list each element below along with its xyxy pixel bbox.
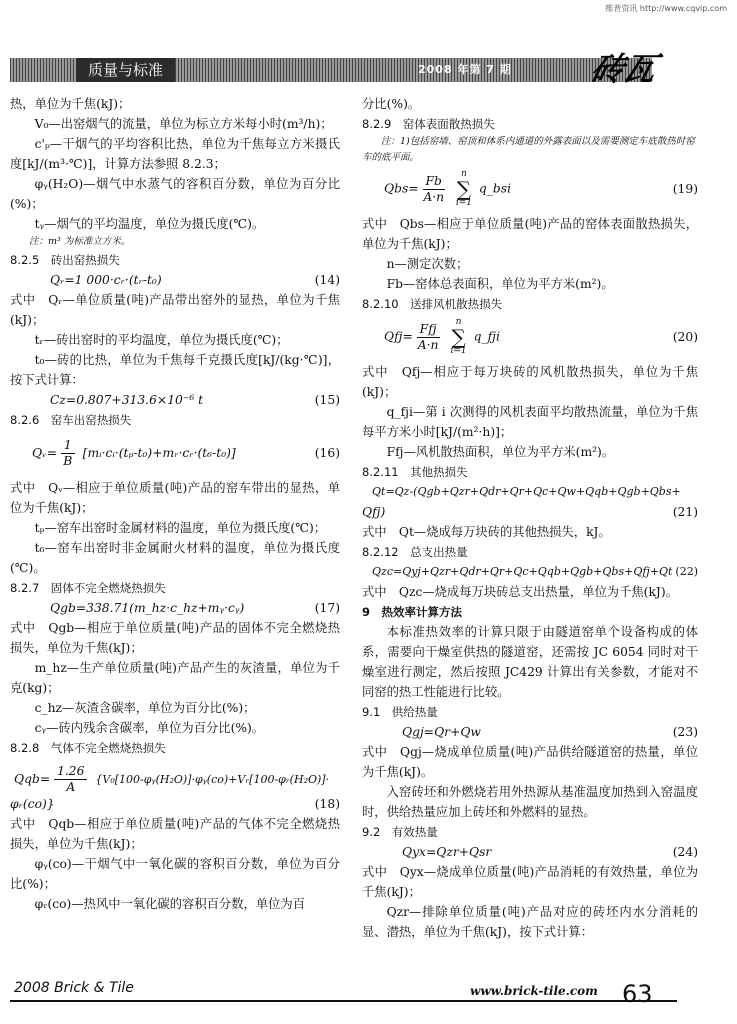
equation-22: [372, 562, 698, 582]
text-line: cᵧ—砖内残余含碳率，单位为百分比(%)。: [34, 721, 265, 735]
numerator: Fb: [423, 174, 445, 190]
text-line: n—测定次数；: [386, 257, 469, 271]
equation-18-cont: [10, 794, 340, 814]
numerator: 1.26: [54, 764, 87, 780]
sum-lower: i=1: [450, 346, 467, 356]
text-line: Ffj—风机散热面积，单位为平方米(m²)。: [386, 445, 615, 459]
equation-17: [50, 598, 340, 618]
equation-body: {V₀[100-φᵧ(H₂O)]·φᵧ(co)+Vᵣ[100-φᵣ(H₂O)]·: [95, 772, 330, 786]
text-line: 式中 Qgj—烧成单位质量(吨)产品供给隧道窑的热量，单位为千焦(kJ)。: [362, 745, 698, 779]
section-heading: 8.2.10 送排风机散热损失: [362, 297, 503, 311]
equation-number: (24): [672, 845, 698, 859]
equation-number: (14): [314, 273, 340, 287]
sum-upper: n: [461, 169, 467, 179]
equation-number: (18): [314, 797, 340, 811]
watermark: 维普资讯 http://www.cqvip.com: [605, 4, 727, 13]
page-number: 63: [622, 980, 653, 1008]
note: 注：m³ 为标准立方米。: [29, 236, 131, 247]
text-line: 式中 Qgb—相应于单位质量(吨)产品的固体不完全燃烧热损失，单位为千焦(kJ)；: [10, 621, 340, 655]
equation-body: Qgj=Qr+Qw: [402, 725, 481, 739]
paragraph: 入窑砖坯和外燃烧若用外热源从基准温度加热到入窑温度时，供给热量应加上砖坯和外燃料的显热。: [362, 785, 698, 819]
equation-number: (23): [672, 725, 698, 739]
fraction: [417, 322, 440, 353]
fraction: [54, 764, 87, 795]
right-column: [362, 94, 698, 942]
text-line: 式中 Qᵣ—单位质量(吨)产品带出窑外的显热，单位为千焦(kJ)；: [10, 293, 340, 327]
equation-lhs: Qᵥ=: [32, 445, 57, 460]
denominator: B: [63, 453, 73, 468]
header-band: [10, 58, 652, 82]
footer-rule: [10, 1000, 677, 1002]
sum-sign: n ∑ i=1: [455, 169, 472, 208]
text-line: 式中 Qyx—烧成单位质量(吨)产品消耗的有效热量，单位为千焦(kJ)；: [362, 865, 698, 899]
equation-body: q_fji: [473, 329, 500, 344]
text-line: t₆—窑车出窑时非金属耐火材料的温度，单位为摄氏度(℃)。: [10, 541, 340, 575]
text-line: V₀—出窑烟气的流量，单位为标立方米每小时(m³/h)；: [34, 117, 333, 131]
text-line: 式中 Qzc—烧成每万块砖总支出热量，单位为千焦(kJ)。: [362, 585, 678, 599]
equation-body: Qfj): [362, 505, 386, 519]
equation-number: (19): [672, 182, 698, 196]
equation-16: [32, 436, 340, 470]
equation-body: Qᵣ=1 000·cᵣ·(tᵣ-t₀): [50, 273, 162, 287]
equation-number: (17): [314, 601, 340, 615]
numerator: 1: [61, 438, 75, 454]
denominator: A·n: [417, 337, 439, 352]
section-heading: 8.2.6 窑车出窑热损失: [10, 413, 132, 427]
text-line: t₀—砖的比热，单位为千焦每千克摄氏度[kJ/(kg·℃)]，按下式计算：: [10, 353, 340, 387]
equation-body: [mᵢ·cᵢ·(tₚ-t₀)+mᵣ·cᵣ·(t₆-t₀)]: [82, 445, 236, 460]
equation-body: φᵣ(co)}: [10, 797, 55, 811]
section-heading: 8.2.5 砖出窑热损失: [10, 253, 120, 267]
sum-upper: n: [455, 317, 462, 327]
fraction: [423, 174, 445, 205]
text-line: 热，单位为千焦(kJ)；: [10, 97, 131, 111]
denominator: A·n: [423, 189, 445, 204]
text-line: tₚ—窑车出窑时金属材料的温度，单位为摄氏度(℃)；: [34, 521, 327, 535]
text-line: 式中 Qt—烧成每万块砖的其他热损失，kJ。: [362, 525, 611, 539]
equation-14: [50, 270, 340, 290]
text-line: 式中 Qᵥ—相应于单位质量(吨)产品的窑车带出的显热，单位为千焦(kJ)；: [10, 481, 340, 515]
equation-21-cont: [362, 502, 698, 522]
equation-19: [384, 169, 698, 208]
equation-body: Qgb=338.71(m_hz·c_hz+mᵧ·cᵧ): [50, 601, 245, 615]
text-line: 分比(%)。: [362, 97, 421, 111]
numerator: Ffj: [417, 322, 440, 338]
equation-body: q_bsi: [478, 181, 512, 196]
equation-23: [402, 722, 698, 742]
text-line: tᵧ—烟气的平均温度，单位为摄氏度(℃)。: [34, 217, 265, 231]
text-line: 式中 Qfj—相应于每万块砖的风机散热损失，单位为千焦(kJ)；: [362, 365, 698, 399]
equation-lhs: Qbs=: [384, 181, 419, 196]
equation-18: [14, 764, 340, 794]
equation-number: (21): [672, 505, 698, 519]
sum-sign: n ∑ i=1: [450, 317, 467, 356]
text-line: 式中 Qbs—相应于单位质量(吨)产品的窑体表面散热损失，单位为千焦(kJ)；: [362, 217, 698, 251]
text-line: tᵣ—砖出窑时的平均温度，单位为摄氏度(℃)；: [34, 333, 289, 347]
equation-lhs: Qqb=: [14, 771, 51, 786]
note: 注：1)包括窑墙、窑顶和体系内通道的外露表面以及需要测定车底散热时窑车的底平面。: [362, 136, 695, 163]
text-line: φᵣ(co)—热风中一氧化碳的容积百分数，单位为百: [34, 897, 305, 911]
equation-20: [384, 317, 698, 356]
section-tab: 质量与标准: [76, 58, 175, 82]
text-line: φᵧ(H₂O)—烟气中水蒸气的容积百分数，单位为百分比(%)；: [10, 177, 340, 211]
equation-24: [402, 842, 698, 862]
equation-number: (16): [314, 446, 340, 460]
section-heading: 8.2.8 气体不完全燃烧热损失: [10, 741, 166, 755]
equation-number: (22): [675, 565, 698, 578]
footer-url: www.brick-tile.com: [470, 984, 598, 998]
text-line: c'ₚ—干烟气的平均容积比热，单位为千焦每立方米摄氏度[kJ/(m³·℃)]，计算方法参照 8.2.3；: [10, 137, 340, 171]
equation-body: Qt=Qz-(Qgb+Qzr+Qdr+Qr+Qc+Qw+Qqb+Qgb+Qbs+: [372, 485, 681, 498]
text-line: Qzr—排除单位质量(吨)产品对应的砖坯内水分消耗的显、潜热，单位为千焦(kJ)，按下式计算：: [362, 905, 698, 939]
footer-year: 2008 Brick & Tile: [14, 980, 134, 996]
text-line: φᵧ(co)—干烟气中一氧化碳的容积百分数，单位为百分比(%)；: [10, 857, 340, 891]
text-line: m_hz—生产单位质量(吨)产品产生的灰渣量，单位为千克(kg)；: [10, 661, 340, 695]
equation-21: [372, 482, 698, 502]
equation-body: Cz=0.807+313.6×10⁻⁶ t: [50, 393, 204, 407]
issue-label: 2008 年第 7 期: [418, 63, 512, 76]
text-line: Fb—窑体总表面积，单位为平方米(m²)。: [386, 277, 614, 291]
journal-logo: 砖瓦: [587, 50, 660, 88]
section-heading: 8.2.12 总支出热量: [362, 545, 468, 559]
equation-lhs: Qfj=: [384, 329, 413, 344]
equation-number: (20): [672, 330, 698, 344]
section-heading: 8.2.11 其他热损失: [362, 465, 468, 479]
section-heading: 9.2 有效热量: [362, 825, 438, 839]
section-heading: 8.2.9 窑体表面散热损失: [362, 117, 495, 131]
paragraph: 本标准热效率的计算只限于由隧道窑单个设备构成的体系，需要向干燥室供热的隧道窑，还需按 JC 6054 同时对干燥室进行测定，然后按照 JC429 计算出有关参数，才能对不同窑的热工性能进行比较。: [362, 625, 698, 699]
text-line: q_fji—第 i 次测得的风机表面平均散热流量，单位为千焦每平方米小时[kJ/(m²·h)]；: [362, 405, 698, 439]
equation-15: [50, 390, 340, 410]
sum-lower: i=1: [455, 198, 472, 208]
section-heading: 9.1 供给热量: [362, 705, 438, 719]
equation-body: Qzc=Qyj+Qzr+Qdr+Qr+Qc+Qqb+Qgb+Qbs+Qfj+Qt: [372, 565, 673, 578]
text-line: c_hz—灰渣含碳率，单位为百分比(%)；: [34, 701, 256, 715]
text-line: 式中 Qqb—相应于单位质量(吨)产品的气体不完全燃烧热损失，单位为千焦(kJ)；: [10, 817, 340, 851]
denominator: A: [66, 779, 76, 794]
equation-number: (15): [314, 393, 340, 407]
equation-body: Qyx=Qzr+Qsr: [402, 845, 492, 859]
section-heading: 9 热效率计算方法: [362, 605, 463, 619]
left-column: [10, 94, 340, 914]
section-heading: 8.2.7 固体不完全燃烧热损失: [10, 581, 166, 595]
fraction: [61, 438, 75, 469]
